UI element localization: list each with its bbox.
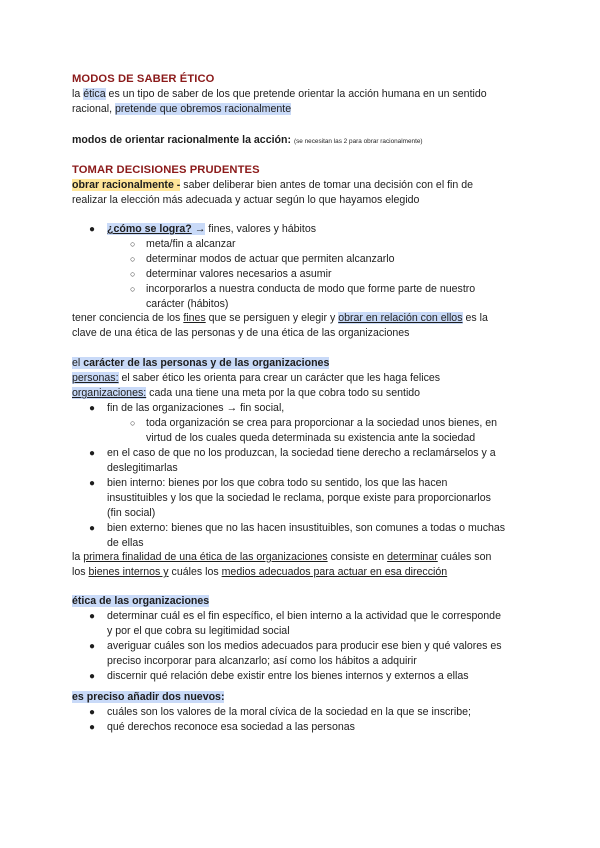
obrar-rest-1: saber deliberar bien antes de tomar una decisión con el fin de [183, 179, 474, 191]
fin-u2: determinar [387, 551, 438, 563]
car-bullet-4-line-2: de ellas [107, 537, 144, 549]
personas-rest: el saber ético les orienta para crear un carácter que les haga felices [121, 372, 441, 384]
circle-bullet-icon: ○ [130, 254, 136, 264]
etica-org-heading [72, 594, 532, 609]
fin-5: cuáles los [171, 566, 219, 578]
finalidad-line-1 [72, 550, 532, 565]
sub-item: incorporarlos a nuestra conducta de modo que forme parte de nuestro [146, 283, 476, 295]
eo-bullet-2-line-1: averiguar cuáles son los medios adecuados para producir ese bien y qué valores es [107, 640, 502, 652]
eo-bullet-1-line-1: determinar cuál es el fin específico, el bien interno a la actividad que le corresponde [107, 610, 501, 622]
fin-u1: primera finalidad de una ética de las organizaciones [83, 551, 328, 563]
etica-org-heading-highlight: ética de las organizaciones [72, 595, 210, 607]
caracter-heading-highlight [72, 357, 329, 369]
car-bullet-3-line-2: insustituibles y los que la sociedad le reclama, porque existe para proporcionarlos [107, 492, 491, 504]
organizaciones-label: organizaciones: [72, 387, 147, 399]
car-bullet-4-line-1: bien externo: bienes que no las hacen insustituibles, son comunes a todas o muchas [107, 522, 506, 534]
nuevos-heading [72, 690, 532, 705]
fin-u3: bienes internos y [88, 566, 169, 578]
conc-2: que se persiguen y elegir y [208, 312, 336, 324]
intro-etica-highlight: ética [83, 88, 106, 100]
eo-bullet-1-line-2: y por el que cobra su legitimidad social [107, 625, 290, 637]
como-rest: fines, valores y hábitos [208, 223, 317, 235]
sub-item: determinar modos de actuar que permiten alcanzarlo [146, 253, 395, 265]
car-bullet-3-line-1: bien interno: bienes por los que cobra todo su sentido, los que las hacen [107, 477, 448, 489]
como-label-highlight [107, 223, 205, 235]
bullet-dot-icon: ● [89, 641, 96, 652]
car-bullet-2-line-1: en el caso de que no los produzcan, la sociedad tiene derecho a reclamárselos y a [107, 447, 496, 459]
car-bullet-3-line-3: (fin social) [107, 507, 156, 519]
como-arrow: → [194, 223, 206, 235]
intro-line-2 [72, 102, 532, 117]
obrar-line-2: realizar la elección más adecuada y actuar según lo que hayamos elegido [72, 194, 420, 206]
fin-2: consiste en [330, 551, 385, 563]
bullet-dot-icon: ● [89, 523, 96, 534]
intro-obremos-highlight: pretende que obremos racionalmente [115, 103, 292, 115]
car-bullet-1: fin de las organizaciones → fin social, [107, 402, 285, 414]
circle-bullet-icon: ○ [130, 239, 136, 249]
bullet-dot-icon: ● [89, 403, 96, 414]
caracter-bold: carácter de las personas y de las organizaciones [83, 357, 330, 369]
bullet-dot-icon: ● [89, 478, 96, 489]
como-label: ¿cómo se logra? [107, 223, 192, 235]
conc-line-1 [72, 311, 532, 326]
caracter-el: el [72, 357, 81, 369]
conc-obrar-highlight: obrar en relación con ellos [338, 312, 463, 324]
intro-w3: es un tipo de saber de los que pretende orientar la acción humana en un sentido [108, 88, 487, 100]
obrar-label-highlight: obrar racionalmente - [72, 179, 181, 191]
circle-bullet-icon: ○ [130, 284, 136, 294]
circle-bullet-icon: ○ [130, 269, 136, 279]
personas-label: personas: [72, 372, 119, 384]
modos-line [72, 133, 532, 149]
bullet-dot-icon: ● [89, 707, 96, 718]
obrar-line-1 [72, 178, 532, 193]
bullet-dot-icon: ● [89, 611, 96, 622]
sub-item: meta/fin a alcanzar [146, 238, 236, 250]
sub-item: determinar valores necesarios a asumir [146, 268, 332, 280]
nuevos-bullet-2: qué derechos reconoce esa sociedad a las personas [107, 721, 355, 733]
conc-line-2: clave de una ética de las personas y de una ética de las organizaciones [72, 327, 410, 339]
fin-1: la [72, 551, 81, 563]
circle-bullet-icon: ○ [130, 418, 136, 428]
nuevos-bullet-1: cuáles son los valores de la moral cívica de la sociedad en la que se inscribe; [107, 706, 471, 718]
conc-1: tener conciencia de los [72, 312, 181, 324]
eo-bullet-3: discernir qué relación debe existir entre los bienes internos y externos a ellas [107, 670, 469, 682]
doc-title: MODOS DE SABER ÉTICO [72, 73, 215, 85]
intro-w1: la [72, 88, 81, 100]
bullet-dot-icon: ● [89, 722, 96, 733]
modos-bold: modos de orientar racionalmente la acción: [72, 134, 291, 146]
conc-3: es la [465, 312, 488, 324]
intro-w4: racional, [72, 103, 113, 115]
personas-line [72, 371, 532, 386]
como-line [107, 222, 532, 237]
conc-fines: fines [183, 312, 206, 324]
organizaciones-rest: cada una tiene una meta por la que cobra todo su sentido [149, 387, 421, 399]
car-sub-1: toda organización se crea para proporcionar a la sociedad unos bienes, en [146, 417, 498, 429]
caracter-heading [72, 356, 532, 371]
intro-line-1 [72, 87, 532, 102]
bullet-dot-icon: ● [89, 224, 96, 235]
fin-u4: medios adecuados para actuar en esa dirección [221, 566, 448, 578]
sub-item-continuation: carácter (hábitos) [146, 298, 229, 310]
fin-4: los [72, 566, 86, 578]
bullet-dot-icon: ● [89, 671, 96, 682]
car-bullet-2-line-2: deslegitimarlas [107, 462, 178, 474]
finalidad-line-2 [72, 565, 532, 580]
nuevos-heading-highlight: es preciso añadir dos nuevos: [72, 691, 225, 703]
fin-3: cuáles son [440, 551, 492, 563]
tomar-heading: TOMAR DECISIONES PRUDENTES [72, 164, 260, 176]
bullet-dot-icon: ● [89, 448, 96, 459]
car-sub-2: virtud de los cuales queda determinada su existencia ante la sociedad [146, 432, 476, 444]
modos-small-note: (se necesitan las 2 para obrar racionalmente) [293, 138, 423, 145]
organizaciones-line [72, 386, 532, 401]
eo-bullet-2-line-2: preciso incorporar para alcanzarlo; así como los hábitos a adquirir [107, 655, 417, 667]
